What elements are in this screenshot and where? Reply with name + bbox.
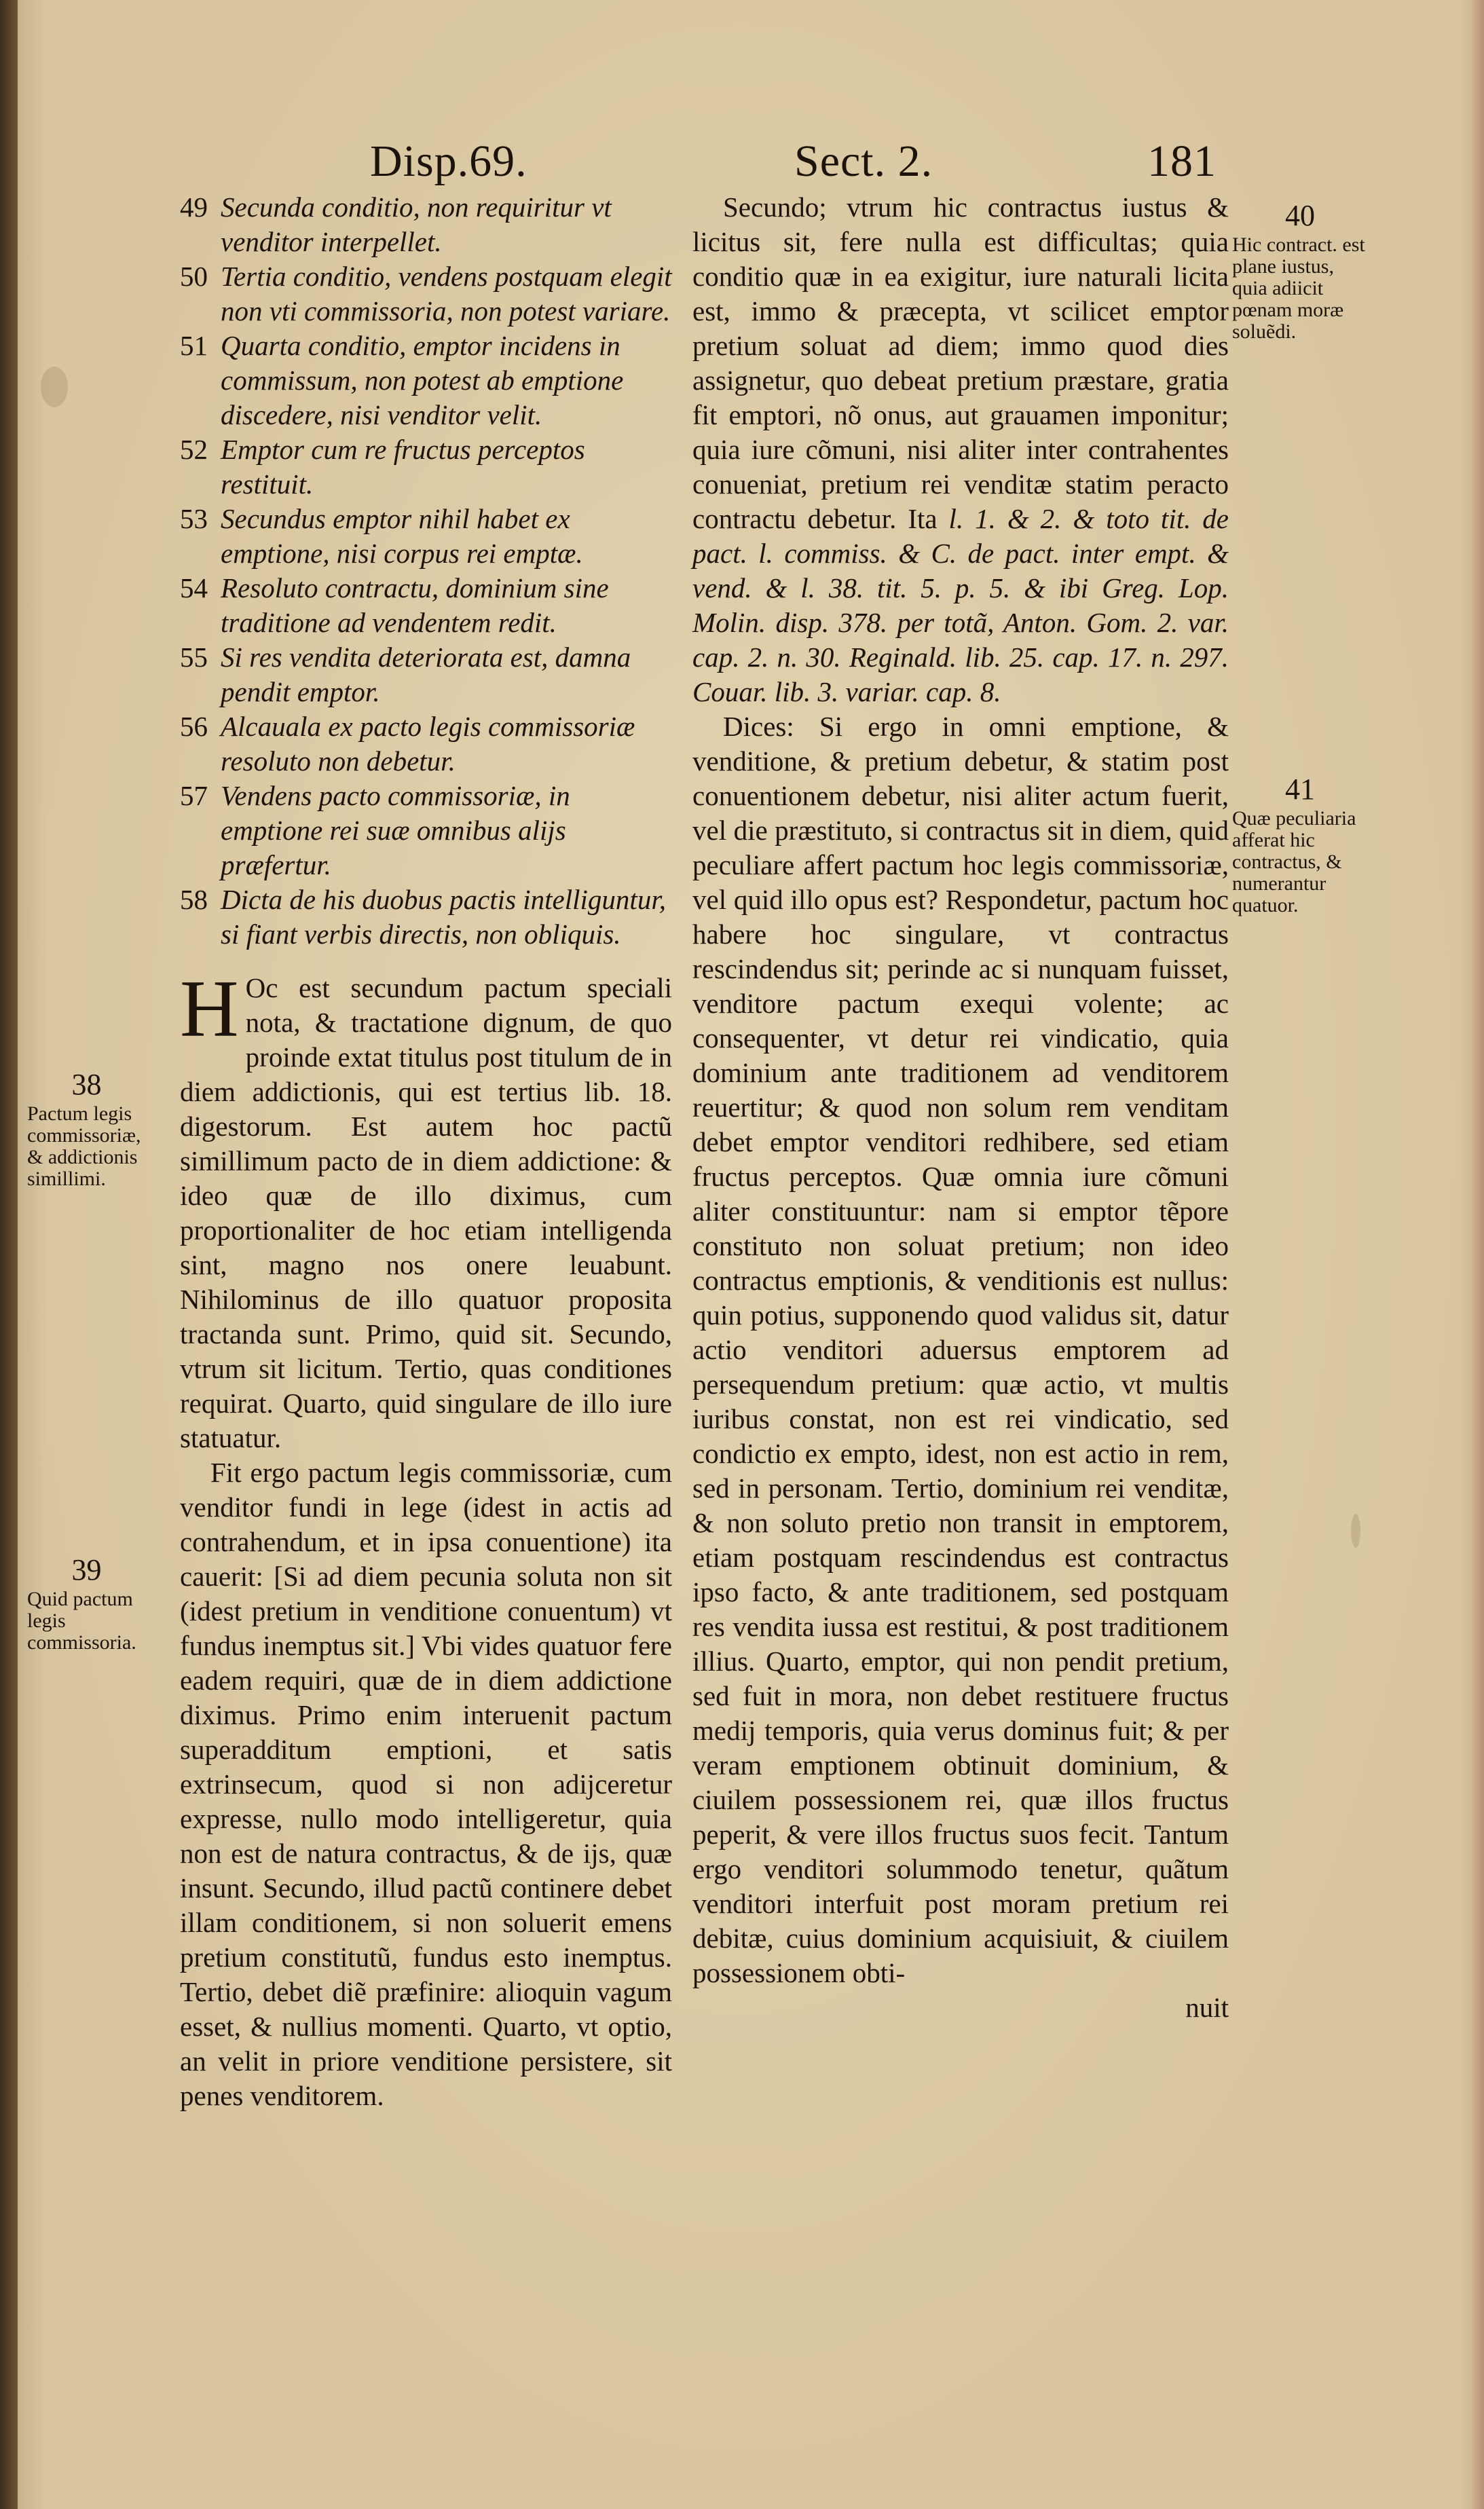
book-binding-edge	[0, 0, 18, 2509]
margin-note: 38 Pactum legis commissoriæ, & addictionis simillimi.	[27, 1068, 141, 1190]
left-body-text	[180, 963, 672, 2113]
summary-list	[180, 190, 672, 952]
citation: l. 1. & 2. & toto tit. de pact. l. commiss. & C. de pact. inter empt. & vend. & l. 38. tit. 5. p. 5. & ibi Greg. Lop. Molin. disp. 378. per totã, Anton. Gom. 2. var. cap. 2. n. 30. Reginald. lib. 25. cap. 17. n. 297. Couar. lib. 3. variar. cap. 8.	[692, 503, 1229, 707]
margin-note: 41 Quæ peculiaria afferat hic contractus, & numerantur quatuor.	[1232, 773, 1356, 916]
margin-note: 40 Hic contract. est plane iustus, quia adiicit pœnam moræ soluẽdi.	[1232, 199, 1365, 343]
summary-item: 57 Vendens pacto commissoriæ, in emptione rei suæ omnibus alijs præfertur.	[180, 780, 570, 880]
paragraph: Dices: Si ergo in omni emptione, & venditione, & pretium debetur, & statim post conuentionem debetur, nisi aliter actum fuerit, vel die præstituto, si contractus sit in diem, quid peculiare affert pactum hoc legis commissoriæ, vel quid illo opus est? Respondetur, pactum hoc habere hoc singulare, vt contractus rescindendus sit; perinde ac si nunquam fuisset, venditore pactum exequi volente; ac consequenter, vt detur rei vindicatio, quia dominium ante traditionem ad venditorem reuertitur; & quod non solum rem venditam debet emptor venditori redhibere, sed etiam fructus perceptos. Quæ omnia iure cõmuni aliter constituuntur: nam si emptor tẽpore constituto non soluat pretium; non ideo contractus emptionis, & venditionis est nullus: quin potius, supponendo quod validus sit, datur actio venditori aduersus emptorem ad persequendum pretium: quæ actio, vt multis iuribus constat, non est rei vindicatio, sed condictio ex empto, idest, non est actio in rem, sed in personam. Tertio, dominium rei venditæ, & non soluto pretio non transit in emptorem, etiam postquam rescindendus est contractus ipso facto, & ante traditionem, sed postquam res vendita iussa est restitui, & post traditionem illius. Quarto, emptor, qui non pendit pretium, sed fuit in mora, non debet restituere fructus medij temporis, quia verus dominus fuit; & per veram emptionem obtinuit dominium, & ciuilem possessionem rei, quæ illos fructus peperit, & vere illos fructus suos fecit. Tantum ergo venditori solummodo tenetur, quãtum venditori interfuit post moram pretium rei debitæ, cuius dominium acquisiuit, & ciuilem possessionem obti-	[692, 711, 1229, 1988]
right-column	[692, 190, 1229, 2025]
left-column	[180, 190, 672, 2113]
drop-cap: H	[180, 963, 239, 1054]
paragraph: Secundo; vtrum hic contractus iustus & licitus sit, fere nulla est difficultas; quia conditio quæ in ea exigitur, iure naturali licita est, immo & præcepta, vt scilicet emptor pretium soluat ad diem; immo quod dies assignetur, quo debeat pretium præstare, gratia fit emptori, nõ onus, aut grauamen imponitur; quia iure cõmuni, nisi aliter inter contrahentes conueniat, pretium rei venditæ statim peracto contractu debetur. Ita l. 1. & 2. & toto tit. de pact. l. commiss. & C. de pact. inter empt. & vend. & l. 38. tit. 5. p. 5. & ibi Greg. Lop. Molin. disp. 378. per totã, Anton. Gom. 2. var. cap. 2. n. 30. Reginald. lib. 25. cap. 17. n. 297. Couar. lib. 3. variar. cap. 8.	[692, 191, 1229, 707]
header-disputation: Disp.69.	[370, 136, 527, 186]
summary-item: 56 Alcauala ex pacto legis commissoriæ resoluto non debetur.	[180, 711, 635, 777]
paper-stain	[41, 367, 68, 407]
summary-item: 54 Resoluto contractu, dominium sine traditione ad vendentem redit.	[180, 572, 609, 638]
summary-item: 49 Secunda conditio, non requiritur vt venditor interpellet.	[180, 191, 612, 257]
right-body-text	[692, 190, 1229, 2025]
paragraph: H Oc est secundum pactum speciali nota, & tractatione dignum, de quo proinde extat titulus post titulum de in diem addictionis, qui est tertius lib. 18. digestorum. Est autem hoc pactũ simillimum pacto de in diem addictione: & ideo quæ de illo diximus, cum proportionaliter de hoc etiam intelligenda sint, magno nos onere leuabunt. Nihilominus de illo quatuor proposita tractanda sunt. Primo, quid sit. Secundo, vtrum sit licitum. Tertio, quas conditiones requirat. Quarto, quid singulare de illo iure statuatur.	[180, 963, 672, 1453]
summary-item: 55 Si res vendita deteriorata est, damna pendit emptor.	[180, 642, 631, 707]
catchword: nuit	[1185, 1992, 1229, 2023]
header-section: Sect. 2.	[794, 136, 933, 186]
paper-stain	[1351, 1514, 1360, 1548]
summary-item: 50 Tertia conditio, vendens postquam elegit non vti commissoria, non potest variare.	[180, 261, 672, 327]
margin-note: 39 Quid pactum legis commissoria.	[27, 1553, 136, 1654]
paragraph: Fit ergo pactum legis commissoriæ, cum venditor fundi in lege (idest in actis ad contrahendum, et in ipsa conuentione) ita cauerit: [Si ad diem pecunia soluta non sit (idest pretium in venditione conuentum) vt fundus inemptus sit.] Vbi vides quatuor fere eadem requiri, quæ de in diem addictione diximus. Primo enim interuenit pactum superadditum emptioni, et satis extrinsecum, quod si non adijceretur expresse, nullo modo intelligeretur, quia non est de natura contractus, & de ijs, quæ insunt. Secundo, illud pactũ continere debet illam conditionem, si non soluerit emens pretium constitutũ, fundus esto inemptus. Tertio, debet diẽ præfinire: alioquin vagum esset, & nullius momenti. Quarto, vt optio, an velit in priore venditione persistere, sit penes venditorem.	[180, 1457, 672, 2111]
summary-item: 58 Dicta de his duobus pactis intelliguntur, si fiant verbis directis, non obliquis.	[180, 884, 666, 950]
page-number: 181	[1147, 136, 1217, 186]
summary-item: 53 Secundus emptor nihil habet ex emptione, nisi corpus rei emptæ.	[180, 503, 583, 569]
summary-item: 52 Emptor cum re fructus perceptos restituit.	[180, 434, 585, 500]
running-header	[0, 136, 1484, 190]
summary-item: 51 Quarta conditio, emptor incidens in commissum, non potest ab emptione discedere, nisi venditor velit.	[180, 330, 624, 430]
